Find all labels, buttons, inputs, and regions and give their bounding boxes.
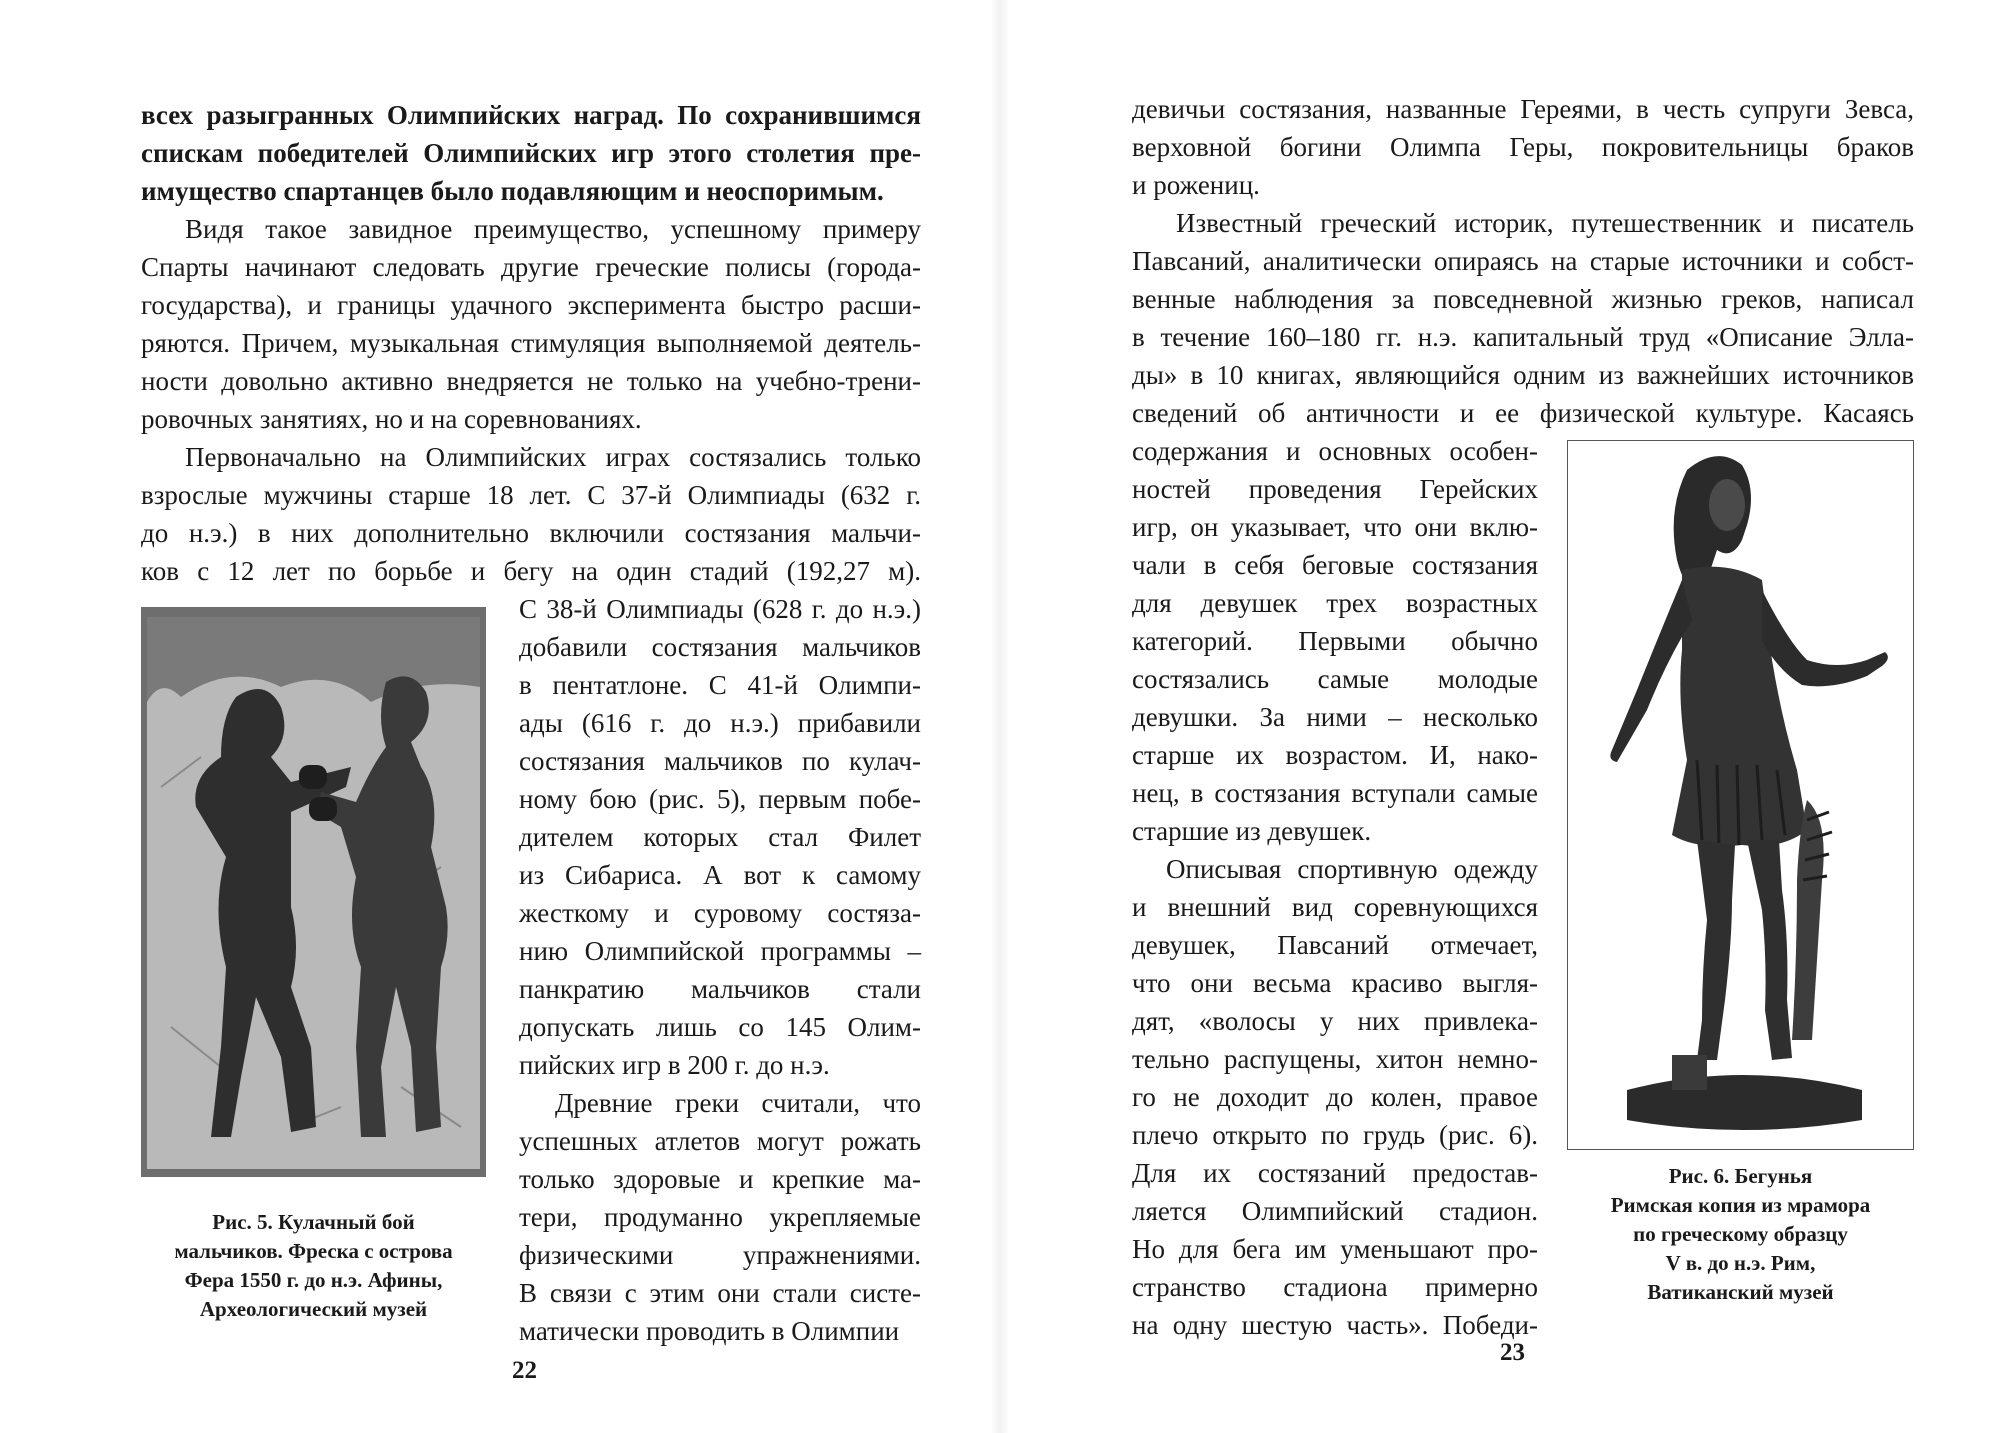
caption-line: Римская копия из мрамора [1610, 1193, 1871, 1217]
body-line: в пентатлоне. С 41-й Олимпи- [519, 670, 921, 700]
body-line: ностей проведения Герейских [1132, 474, 1538, 504]
caption-line: V в. до н.э. Рим, [1665, 1251, 1816, 1275]
body-line: и рожениц. [1132, 170, 1260, 200]
body-line: игр, он указывает, что они вклю- [1132, 512, 1538, 542]
caption-line: Рис. 5. Кулачный бой [212, 1210, 415, 1234]
fresco-image [141, 607, 486, 1177]
body-line: только здоровые и крепкие ма- [519, 1164, 921, 1194]
body-line: жесткому и суровому состяза- [519, 898, 921, 928]
body-line: дителем которых стал Филет [519, 822, 921, 852]
body-line: всех разыгранных Олимпийских наград. По сохранившимся [141, 100, 921, 130]
page-number: 22 [512, 1357, 537, 1384]
body-line: Видя такое завидное преимущество, успешному примеру [185, 214, 921, 244]
body-line: успешных атлетов могут рожать [519, 1126, 921, 1156]
figure-caption-5 [141, 1208, 486, 1324]
body-line: старшие из девушек. [1132, 816, 1372, 846]
body-line: ады (616 г. до н.э.) прибавили [519, 708, 921, 738]
statue-image [1567, 440, 1914, 1150]
body-line: В связи с этим они стали систе- [519, 1278, 921, 1308]
body-line: чали в себя беговые состязания [1132, 550, 1538, 580]
body-line: допускать лишь со 145 Олим- [519, 1012, 921, 1042]
body-line: девичьи состязания, названные Гереями, в честь супруги Зевса, [1132, 94, 1914, 124]
page-23 [1000, 0, 2000, 1433]
fresco-figure [141, 607, 486, 1177]
body-line: странство стадиона примерно [1132, 1272, 1538, 1302]
caption-line: мальчиков. Фреска с острова [174, 1239, 453, 1263]
body-line: ровочных занятиях, но и на соревнованиях. [141, 404, 642, 434]
figure-caption-6 [1567, 1162, 1914, 1307]
body-line: Спарты начинают следовать другие греческие полисы (города- [141, 252, 921, 282]
body-line: Первоначально на Олимпийских играх состязались только [185, 442, 921, 472]
body-line: ков с 12 лет по борьбе и бегу на один стадий (192,27 м). [141, 556, 921, 586]
body-line: из Сибариса. А вот к самому [519, 860, 921, 890]
body-line: панкратию мальчиков стали [519, 974, 921, 1004]
body-line: пийских игр в 200 г. до н.э. [519, 1050, 830, 1080]
body-line: нец, в состязания вступали самые [1132, 778, 1538, 808]
page-number: 23 [1500, 1339, 1525, 1366]
body-line: нию Олимпийской программы – [519, 936, 921, 966]
caption-line: по греческому образцу [1633, 1222, 1848, 1246]
body-line: спискам победителей Олимпийских игр этого столетия пре- [141, 138, 921, 168]
body-line: категорий. Первыми обычно [1132, 626, 1538, 656]
body-line: сведений об античности и ее физической культуре. Касаясь [1132, 398, 1914, 428]
body-line: взрослые мужчины старше 18 лет. С 37-й Олимпиады (632 г. [141, 480, 921, 510]
body-line: до н.э.) в них дополнительно включили состязания мальчи- [141, 518, 921, 548]
body-line: венные наблюдения за повседневной жизнью греков, написал [1132, 284, 1914, 314]
body-line: тери, продуманно укрепляемые [519, 1202, 921, 1232]
body-line: Известный греческий историк, путешественник и писатель [1176, 208, 1914, 238]
body-line: состязания мальчиков по кулач- [519, 746, 921, 776]
body-line: что они весьма красиво выгля- [1132, 968, 1538, 998]
body-line: Описывая спортивную одежду [1166, 854, 1538, 884]
body-line: верховной богини Олимпа Геры, покровительницы браков [1132, 132, 1914, 162]
body-line: добавили состязания мальчиков [519, 632, 921, 662]
body-line: плечо открыто по грудь (рис. 6). [1132, 1120, 1538, 1150]
body-line: С 38-й Олимпиады (628 г. до н.э.) [519, 594, 921, 624]
body-line: и внешний вид соревнующихся [1132, 892, 1538, 922]
body-line: ности довольно активно внедряется не только на учебно-трени- [141, 366, 921, 396]
body-line: девушки. За ними – несколько [1132, 702, 1538, 732]
body-line: ляется Олимпийский стадион. [1132, 1196, 1538, 1226]
body-line: старше их возрастом. И, нако- [1132, 740, 1538, 770]
body-line: физическими упражнениями. [519, 1240, 921, 1270]
body-line: ды» в 10 книгах, являющийся одним из важнейших источников [1132, 360, 1914, 390]
body-line: в течение 160–180 гг. н.э. капитальный труд «Описание Элла- [1132, 322, 1914, 352]
body-line: государства), и границы удачного эксперимента быстро расши- [141, 290, 921, 320]
body-line: го не доходит до колен, правое [1132, 1082, 1538, 1112]
body-line: матически проводить в Олимпии [519, 1316, 900, 1346]
body-line: Для их состязаний предостав- [1132, 1158, 1538, 1188]
body-line: состязались самые молодые [1132, 664, 1538, 694]
body-line: на одну шестую часть». Победи- [1132, 1310, 1538, 1340]
body-line: для девушек трех возрастных [1132, 588, 1538, 618]
statue-figure [1567, 440, 1914, 1150]
body-line: Но для бега им уменьшают про- [1132, 1234, 1538, 1264]
body-line: Павсаний, аналитически опираясь на старые источники и собст- [1132, 246, 1914, 276]
body-line: девушек, Павсаний отмечает, [1132, 930, 1538, 960]
body-line: содержания и основных особен- [1132, 436, 1538, 466]
body-line: тельно распущены, хитон немно- [1132, 1044, 1538, 1074]
body-line: имущество спартанцев было подавляющим и неоспоримым. [141, 176, 884, 206]
caption-line: Рис. 6. Бегунья [1668, 1164, 1813, 1188]
caption-line: Археологический музей [199, 1297, 428, 1321]
caption-line: Фера 1550 г. до н.э. Афины, [184, 1268, 443, 1292]
body-line: дят, «волосы у них привлека- [1132, 1006, 1538, 1036]
body-line: Древние греки считали, что [555, 1088, 921, 1118]
body-line: ряются. Причем, музыкальная стимуляция выполняемой деятель- [141, 328, 921, 358]
caption-line: Ватиканский музей [1647, 1280, 1834, 1304]
body-line: ному бою (рис. 5), первым побе- [519, 784, 921, 814]
